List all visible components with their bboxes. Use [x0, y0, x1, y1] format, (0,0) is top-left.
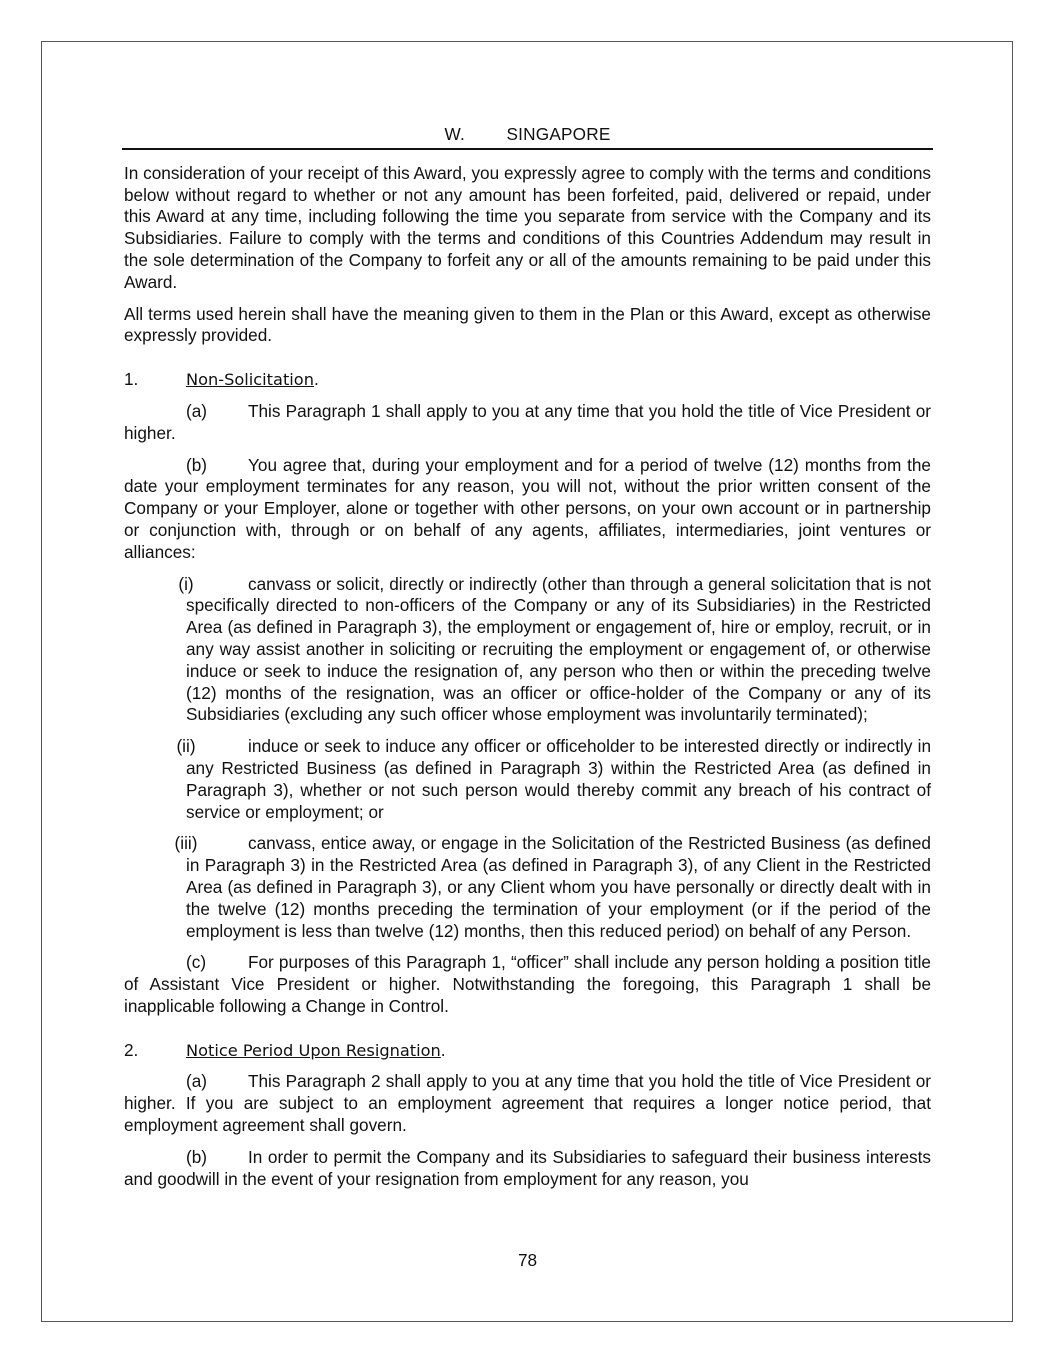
clause-text: This Paragraph 1 shall apply to you at any time that you hold the title of Vice President or higher. [124, 400, 931, 443]
clause-text: In order to permit the Company and its Subsidiaries to safeguard their business interests and goodwill in the event of your resignation from employment for any reason, you [124, 1146, 931, 1189]
section-2-title: Notice Period Upon Resignation [186, 1040, 441, 1060]
section-1-clause-a [124, 401, 931, 445]
document-body [124, 124, 931, 1200]
subclause-label: (ii) [176, 736, 196, 757]
subclause-label: (i) [178, 573, 194, 594]
section-2-clause-a [124, 1071, 931, 1136]
clause-text: For purposes of this Paragraph 1, “officer” shall include any person holding a position title of Assistant Vice President or higher. Notwithstanding the foregoing, this Paragraph 1 shall be inapplicable following a Change in Control. [124, 952, 931, 1016]
section-1-subclause-i [178, 573, 931, 727]
section-2-number: 2. [124, 1039, 139, 1060]
subclause-text: canvass or solicit, directly or indirectly (other than through a general solicitation that is not specifically directed to non-officers of the Company or any of its Subsidiaries) in the Restricted Area (as defined in Paragraph 3), the employment or engagement of, hire or employ, recruit, or in any way assist another in soliciting or recruiting the employment or engagement of, or otherwise induce or seek to induce the resignation of, any person who then or within the preceding twelve (12) months of the resignation, was an officer or office-holder of the Company or any of its Subsidiaries (excluding any such officer whose employment was involuntarily terminated); [186, 573, 931, 725]
section-1-subclause-iii [174, 833, 931, 942]
intro-paragraph-2: All terms used herein shall have the meaning given to them in the Plan or this Award, except as otherwise expressly provided. [124, 303, 931, 346]
clause-label: (a) [186, 400, 208, 421]
intro-paragraph-1: In consideration of your receipt of this Award, you expressly agree to comply with the terms and conditions below without regard to whether or not any amount has been forfeited, paid, delivered or repaid, under this Award at any time, including following the time you separate from service with the Company and its Subsidiaries. Failure to comply with the terms and conditions of this Countries Addendum may result in the sole determination of the Company to forfeit any or all of the amounts remaining to be paid under this Award. [124, 162, 931, 292]
section-2-clause-b [124, 1147, 931, 1191]
section-1-heading: 1. Non-Solicitation. [124, 369, 319, 390]
section-1-title: Non-Solicitation [186, 370, 314, 390]
heading-title: SINGAPORE [506, 124, 611, 144]
section-1-clause-b [124, 455, 931, 564]
section-heading [122, 124, 933, 150]
clause-label: (a) [186, 1071, 208, 1092]
heading-number: W. [444, 124, 465, 144]
clause-label: (c) [186, 952, 207, 973]
section-1-number: 1. [124, 369, 139, 390]
clause-label: (b) [186, 454, 208, 475]
subclause-text: canvass, entice away, or engage in the Solicitation of the Restricted Business (as defined in Paragraph 3) in the Restricted Area (as defined in Paragraph 3), of any Client in the Restricted Area (as defined in Paragraph 3), or any Client whom you have personally or directly dealt with in the twelve (12) months preceding the termination of your employment (or if the period of the employment is less than twelve (12) months, then this reduced period) on behalf of any Person. [186, 833, 931, 941]
page-number: 78 [517, 1250, 538, 1270]
section-2-heading: 2. Notice Period Upon Resignation. [124, 1039, 446, 1060]
clause-text: This Paragraph 2 shall apply to you at any time that you hold the title of Vice President or higher. If you are subject to an employment agreement that requires a longer notice period, that employment agreement shall govern. [124, 1071, 931, 1136]
section-1-subclause-ii [176, 736, 931, 823]
clause-label: (b) [186, 1146, 208, 1167]
clause-text: You agree that, during your employment and for a period of twelve (12) months from the date your employment terminates for any reason, you will not, without the prior written consent of the Company or your Employer, alone or together with other persons, on your own account or in partnership or conjunction with, through or on behalf of any agents, affiliates, intermediaries, joint ventures or alliances: [124, 454, 931, 562]
subclause-text: induce or seek to induce any officer or officeholder to be interested directly or indirectly in any Restricted Business (as defined in Paragraph 3) within the Restricted Area (as defined in Paragraph 3), whether or not such person would thereby commit any breach of his contract of service or employment; or [186, 736, 931, 822]
section-1-clause-c [124, 952, 931, 1017]
subclause-label: (iii) [174, 833, 198, 854]
